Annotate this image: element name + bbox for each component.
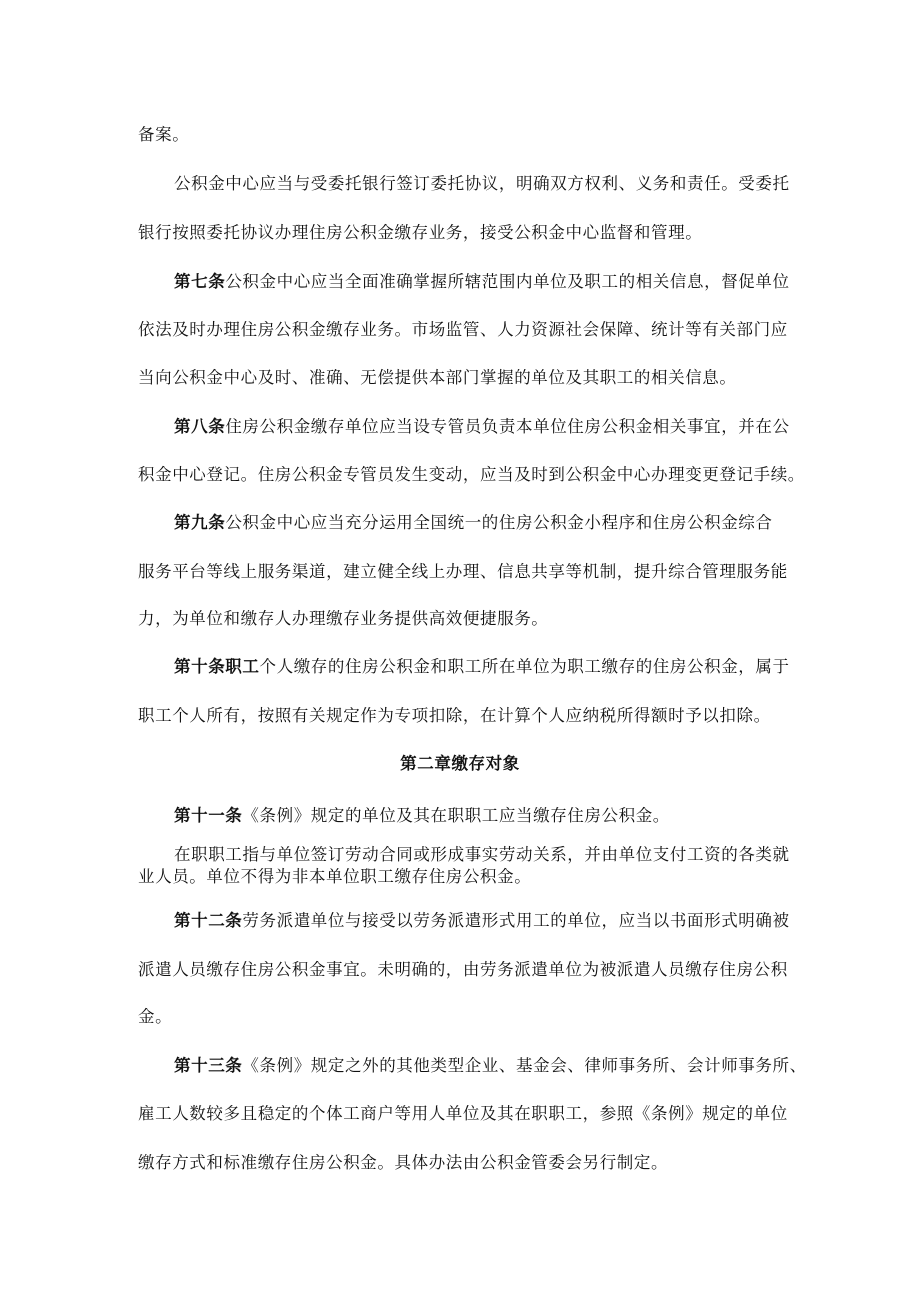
article-13-text: 《条例》规定之外的其他类型企业、基金会、律师事务所、会计师事务所、 bbox=[242, 1056, 807, 1075]
paragraph-line: 银行按照委托协议办理住房公积金缴存业务，接受公积金中心监督和管理。 bbox=[138, 223, 703, 242]
article-12-text: 劳务派遣单位与接受以劳务派遣形式用工的单位，应当以书面形式明确被 bbox=[242, 911, 790, 930]
article-11-line bbox=[174, 804, 670, 828]
paragraph-line: 在职职工指与单位签订劳动合同或形成事实劳动关系，并由单位支付工资的各类就 bbox=[174, 845, 790, 864]
paragraph-line: 派遣人员缴存住房公积金事宜。未明确的，由劳务派遣单位为被派遣人员缴存住房公积 bbox=[138, 960, 788, 979]
article-7-text: 公积金中心应当全面准确掌握所辖范围内单位及职工的相关信息，督促单位 bbox=[225, 272, 790, 291]
article-12-heading: 第十二条 bbox=[174, 911, 243, 930]
paragraph-line: 备案。 bbox=[138, 125, 190, 144]
chapter-title: 第二章缴存对象 bbox=[400, 754, 520, 773]
paragraph-line: 力，为单位和缴存人办理缴存业务提供高效便捷服务。 bbox=[138, 609, 549, 628]
paragraph-line: 雇工人数较多且稳定的个体工商户等用人单位及其在职职工，参照《条例》规定的单位 bbox=[138, 1104, 788, 1123]
article-9-line bbox=[174, 511, 773, 535]
article-8-line bbox=[174, 415, 790, 439]
paragraph-line: 缴存方式和标准缴存住房公积金。具体办法由公积金管委会另行制定。 bbox=[138, 1153, 669, 1172]
article-7-line bbox=[174, 270, 790, 294]
article-10-heading: 第十条职工 bbox=[174, 657, 260, 676]
paragraph-line: 当向公积金中心及时、准确、无偿提供本部门掌握的单位及其职工的相关信息。 bbox=[138, 368, 737, 387]
paragraph-line: 职工个人所有，按照有关规定作为专项扣除，在计算个人应纳税所得额时予以扣除。 bbox=[138, 706, 771, 725]
paragraph-line: 积金中心登记。住房公积金专管员发生变动，应当及时到公积金中心办理变更登记手续。 bbox=[138, 465, 805, 484]
article-13-line bbox=[174, 1054, 807, 1078]
article-9-text: 公积金中心应当充分运用全国统一的住房公积金小程序和住房公积金综合 bbox=[225, 513, 773, 532]
article-13-heading: 第十三条 bbox=[174, 1056, 243, 1075]
paragraph-line: 业人员。单位不得为非本单位职工缴存住房公积金。 bbox=[138, 867, 532, 886]
article-7-heading: 第七条 bbox=[174, 272, 226, 291]
article-8-heading: 第八条 bbox=[174, 417, 226, 436]
paragraph-line: 依法及时办理住房公积金缴存业务。市场监管、人力资源社会保障、统计等有关部门应 bbox=[138, 320, 788, 339]
paragraph-line: 服务平台等线上服务渠道，建立健全线上办理、信息共享等机制，提升综合管理服务能 bbox=[138, 562, 788, 581]
paragraph-line: 公积金中心应当与受委托银行签订委托协议，明确双方权利、义务和责任。受委托 bbox=[174, 174, 790, 193]
article-9-heading: 第九条 bbox=[174, 513, 226, 532]
article-8-text: 住房公积金缴存单位应当设专管员负责本单位住房公积金相关事宜，并在公 bbox=[225, 417, 790, 436]
article-12-line bbox=[174, 909, 790, 933]
article-11-heading: 第十一条 bbox=[174, 806, 243, 825]
article-10-line bbox=[174, 655, 790, 679]
article-11-text: 《条例》规定的单位及其在职职工应当缴存住房公积金。 bbox=[242, 806, 670, 825]
paragraph-line: 金。 bbox=[138, 1007, 173, 1026]
article-10-text: 个人缴存的住房公积金和职工所在单位为职工缴存的住房公积金，属于 bbox=[259, 657, 790, 676]
